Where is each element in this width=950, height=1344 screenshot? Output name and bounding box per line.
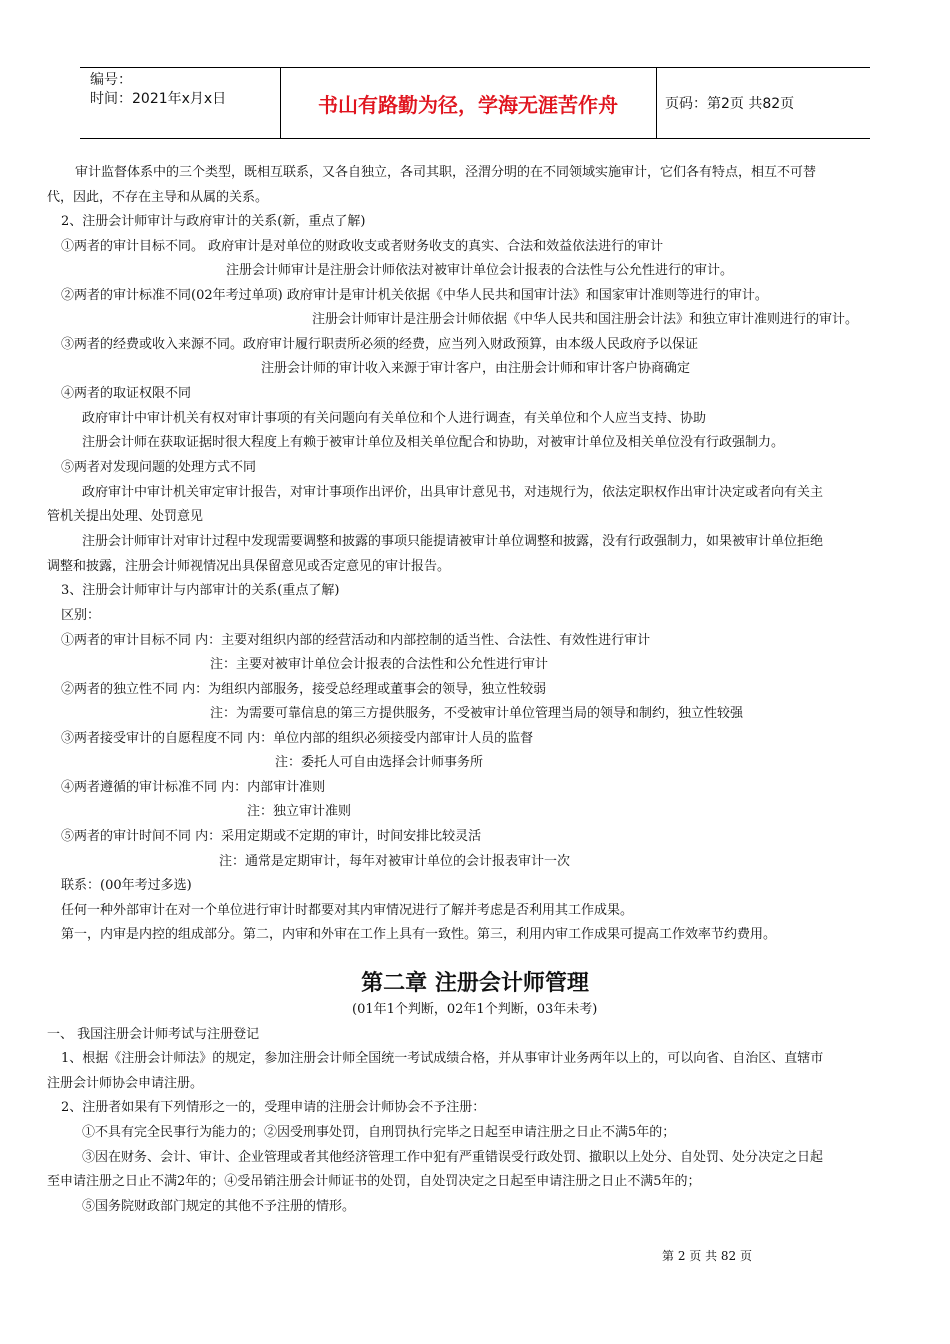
text-line: 注：独立审计准则 bbox=[247, 804, 352, 819]
text-line: ④两者遵循的审计标准不同 内：内部审计准则 bbox=[61, 780, 326, 795]
text-line: 一、 我国注册会计师考试与注册登记 bbox=[47, 1027, 260, 1042]
text-line: 区别： bbox=[61, 608, 101, 623]
text-line: ③两者接受审计的自愿程度不同 内：单位内部的组织必须接受内部审计人员的监督 bbox=[61, 731, 534, 746]
text-line: 代，因此，不存在主导和从属的关系。 bbox=[47, 190, 269, 205]
text-line: 注册会计师的审计收入来源于审计客户，由注册会计师和审计客户协商确定 bbox=[261, 361, 691, 376]
text-line: 任何一种外部审计在对一个单位进行审计时都要对其内审情况进行了解并考虑是否利用其工作成果。 bbox=[61, 903, 634, 918]
text-line: ⑤两者的审计时间不同 内：采用定期或不定期的审计，时间安排比较灵活 bbox=[61, 829, 482, 844]
text-line: 注册会计师在获取证据时很大程度上有赖于被审计单位及相关单位配合和协助，对被审计单位及相关单位没有行政强制力。 bbox=[82, 435, 785, 450]
text-line: 注：通常是定期审计，每年对被审计单位的会计报表审计一次 bbox=[219, 854, 571, 869]
text-line: 政府审计中审计机关有权对审计事项的有关问题向有关单位和个人进行调查，有关单位和个人应当支持、协助 bbox=[82, 411, 707, 426]
text-line: 注：委托人可自由选择会计师事务所 bbox=[275, 755, 484, 770]
page-footer: 第 2 页 共 82 页 bbox=[662, 1249, 752, 1263]
doc-number-label: 编号： bbox=[90, 72, 132, 88]
text-line: 注册会计师协会申请注册。 bbox=[47, 1076, 204, 1091]
chapter-title: 第二章 注册会计师管理 bbox=[361, 971, 589, 996]
text-line: ②两者的独立性不同 内：为组织内部服务，接受总经理或董事会的领导，独立性较弱 bbox=[61, 682, 547, 697]
text-line: ①不具有完全民事行为能力的；②因受刑事处罚，自刑罚执行完毕之日起至申请注册之日止不满5年的； bbox=[82, 1125, 676, 1140]
text-line: ③因在财务、会计、审计、企业管理或者其他经济管理工作中犯有严重错误受行政处罚、撤职以上处分、自处罚、处分决定之日起 bbox=[82, 1150, 824, 1165]
text-line: ④两者的取证权限不同 bbox=[61, 386, 192, 401]
text-line: 调整和披露，注册会计师视情况出具保留意见或否定意见的审计报告。 bbox=[47, 559, 451, 574]
text-line: ①两者的审计目标不同。 政府审计是对单位的财政收支或者财务收支的真实、合法和效益依法进行的审计 bbox=[61, 239, 664, 254]
text-line: 第一，内审是内控的组成部分。第二，内审和外审在工作上具有一致性。第三，利用内审工作成果可提高工作效率节约费用。 bbox=[61, 927, 777, 942]
text-line: 注：为需要可靠信息的第三方提供服务，不受被审计单位管理当局的领导和制约，独立性较强 bbox=[210, 706, 744, 721]
header-meta bbox=[80, 68, 280, 138]
header-page-label: 页码：第2页 共82页 bbox=[665, 96, 795, 112]
text-line: ②两者的审计标准不同(02年考过单项) 政府审计是审计机关依据《中华人民共和国审计法》和国家审计准则等进行的审计。 bbox=[61, 288, 768, 303]
text-line: 政府审计中审计机关审定审计报告，对审计事项作出评价，出具审计意见书，对违规行为，依法定职权作出审计决定或者向有关主 bbox=[82, 485, 824, 500]
page-header bbox=[80, 67, 870, 139]
text-line: 管机关提出处理、处罚意见 bbox=[47, 509, 204, 524]
header-divider bbox=[280, 68, 281, 138]
text-line: 2、注册会计师审计与政府审计的关系(新，重点了解) bbox=[61, 214, 366, 229]
text-line: 注：主要对被审计单位会计报表的合法性和公允性进行审计 bbox=[210, 657, 549, 672]
text-line: (01年1个判断，02年1个判断，03年未考) bbox=[352, 1002, 598, 1017]
text-line: 注册会计师审计是注册会计师依据《中华人民共和国注册会计法》和独立审计准则进行的审计。 bbox=[312, 312, 859, 327]
text-line: 审计监督体系中的三个类型，既相互联系，又各自独立，各司其职，泾渭分明的在不同领域实施审计，它们各有特点，相互不可替 bbox=[75, 165, 817, 180]
text-line: 至申请注册之日止不满2年的；④受吊销注册会计师证书的处罚，自处罚决定之日起至申请注册之日止不满5年的； bbox=[47, 1174, 701, 1189]
text-line: ①两者的审计目标不同 内：主要对组织内部的经营活动和内部控制的适当性、合法性、有效性进行审计 bbox=[61, 633, 651, 648]
text-line: 注册会计师审计对审计过程中发现需要调整和披露的事项只能提请被审计单位调整和披露，没有行政强制力，如果被审计单位拒绝 bbox=[82, 534, 824, 549]
header-divider bbox=[656, 68, 657, 138]
text-line: 注册会计师审计是注册会计师依法对被审计单位会计报表的合法性与公允性进行的审计。 bbox=[226, 263, 734, 278]
text-line: 3、注册会计师审计与内部审计的关系(重点了解) bbox=[61, 583, 340, 598]
text-line: 联系：(00年考过多选) bbox=[61, 878, 192, 893]
doc-time-label: 时间：2021年x月x日 bbox=[90, 91, 227, 107]
header-motto: 书山有路勤为径，学海无涯苦作舟 bbox=[318, 92, 618, 117]
text-line: ⑤国务院财政部门规定的其他不予注册的情形。 bbox=[82, 1199, 356, 1214]
text-line: 1、根据《注册会计师法》的规定，参加注册会计师全国统一考试成绩合格，并从事审计业务两年以上的，可以向省、自治区、直辖市 bbox=[61, 1051, 824, 1066]
text-line: 2、注册者如果有下列情形之一的，受理申请的注册会计师协会不予注册： bbox=[61, 1100, 486, 1115]
text-line: ⑤两者对发现问题的处理方式不同 bbox=[61, 460, 257, 475]
text-line: ③两者的经费或收入来源不同。政府审计履行职责所必须的经费，应当列入财政预算，由本级人民政府予以保证 bbox=[61, 337, 699, 352]
